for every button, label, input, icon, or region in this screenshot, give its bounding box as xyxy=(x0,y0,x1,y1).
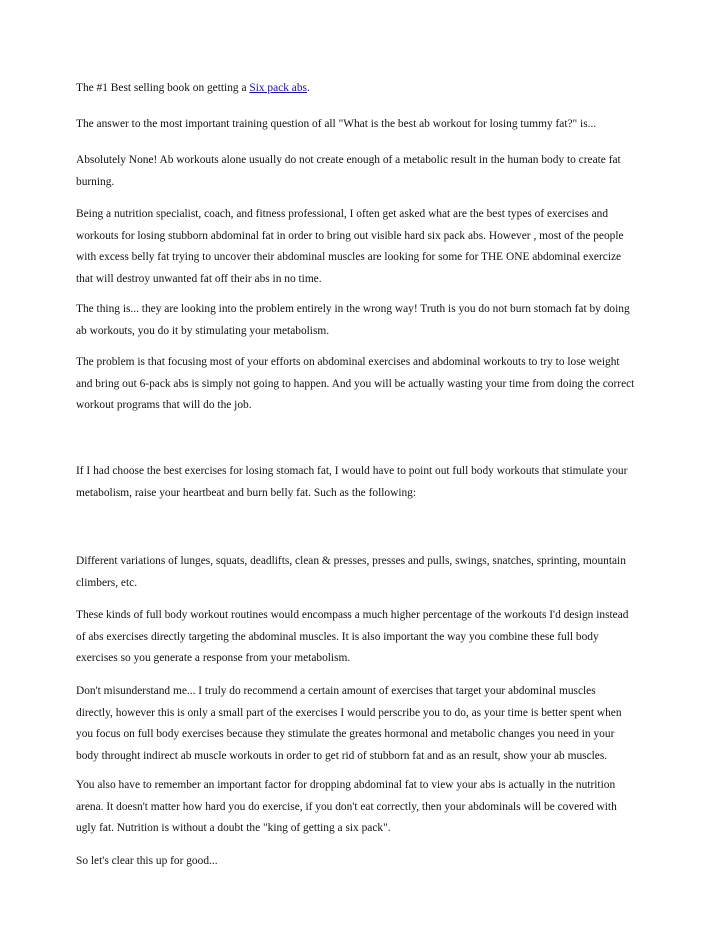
text-line: These kinds of full body workout routines would encompass a much higher percentage of the workouts I'd design instead xyxy=(76,609,629,621)
paragraph-6 xyxy=(76,461,676,504)
text-line: You also have to remember an important factor for dropping abdominal fat to view your abs is actually in the nutrition xyxy=(76,779,616,791)
text-line: Being a nutrition specialist, coach, and fitness professional, I often get asked what are the best types of exercises and xyxy=(76,208,609,220)
text-line: workout programs that will do the job. xyxy=(76,399,252,411)
text-line: metabolism, raise your heartbeat and burn belly fat. Such as the following: xyxy=(76,486,417,499)
paragraph-9 xyxy=(76,681,676,767)
text-line: that will destroy unwanted fat off their abs in no time. xyxy=(76,272,322,285)
intro-paragraph xyxy=(76,78,676,100)
text-line: climbers, etc. xyxy=(76,576,138,589)
text-line: Different variations of lunges, squats, deadlifts, clean & presses, presses and pulls, swings, snatches, sprinting, mountain xyxy=(76,555,626,567)
text-line: ugly fat. Nutrition is without a doubt the "king of getting a six pack". xyxy=(76,822,391,834)
text-line: and bring out 6-pack abs is simply not going to happen. And you will be actually wasting your time from doing the correct xyxy=(76,377,635,390)
paragraph-3 xyxy=(76,204,676,290)
text-line: exercises so you generate a response from your metabolism. xyxy=(76,652,351,664)
paragraph-10 xyxy=(76,775,676,840)
paragraph-8 xyxy=(76,605,676,670)
text-line: of abs exercises directly targeting the abdominal muscles. It is also important the way you combine these full body xyxy=(76,630,599,643)
paragraph-1 xyxy=(76,114,676,136)
text-line: ab workouts, you do it by stimulating your metabolism. xyxy=(76,324,330,337)
text-line: So let's clear this up for good... xyxy=(76,855,218,867)
text-line: workouts for losing stubborn abdominal fat in order to bring out visible hard six pack abs. However , most of the people xyxy=(76,229,624,242)
text-line: The problem is that focusing most of your efforts on abdominal exercises and abdominal workouts to try to lose weight xyxy=(76,356,620,368)
intro-suffix: . xyxy=(306,82,310,94)
paragraph-4 xyxy=(76,299,676,342)
paragraph-11 xyxy=(76,851,676,873)
text-line: Absolutely None! Ab workouts alone usually do not create enough of a metabolic result in the human body to create fat xyxy=(76,154,621,166)
paragraph-2 xyxy=(76,150,676,193)
text-line: Don't misunderstand me... I truly do recommend a certain amount of exercises that target your abdominal muscles xyxy=(76,685,596,697)
text-line: you focus on full body exercises because they stimulate the greates hormonal and metabolic changes you need in your xyxy=(76,728,615,740)
paragraph-5 xyxy=(76,352,676,417)
six-pack-abs-link[interactable]: Six pack abs xyxy=(249,82,307,94)
text-line: If I had choose the best exercises for losing stomach fat, I would have to point out full body workouts that stimulate your xyxy=(76,465,628,477)
text-line: arena. It doesn't matter how hard you do exercise, if you don't eat correctly, then your abdominals will be covered with xyxy=(76,800,617,813)
text-line: with excess belly fat trying to uncover their abdominal muscles are looking for some for THE ONE abdominal exercize xyxy=(76,251,622,263)
paragraph-7 xyxy=(76,551,676,594)
text-line: The thing is... they are looking into the problem entirely in the wrong way! Truth is you do not burn stomach fat by doing xyxy=(76,303,630,315)
intro-prefix: The #1 Best selling book on getting a xyxy=(76,82,250,94)
text-line: directly, however this is only a small part of the exercises I would perscribe you to do, as your time is better spent when xyxy=(76,706,622,719)
text-line: The answer to the most important training question of all "What is the best ab workout for losing tummy fat?" is... xyxy=(76,118,597,130)
text-line: burning. xyxy=(76,175,115,188)
text-line: body throught indirect ab muscle workouts in order to get rid of stubborn fat and as an result, show your ab muscles. xyxy=(76,749,608,762)
